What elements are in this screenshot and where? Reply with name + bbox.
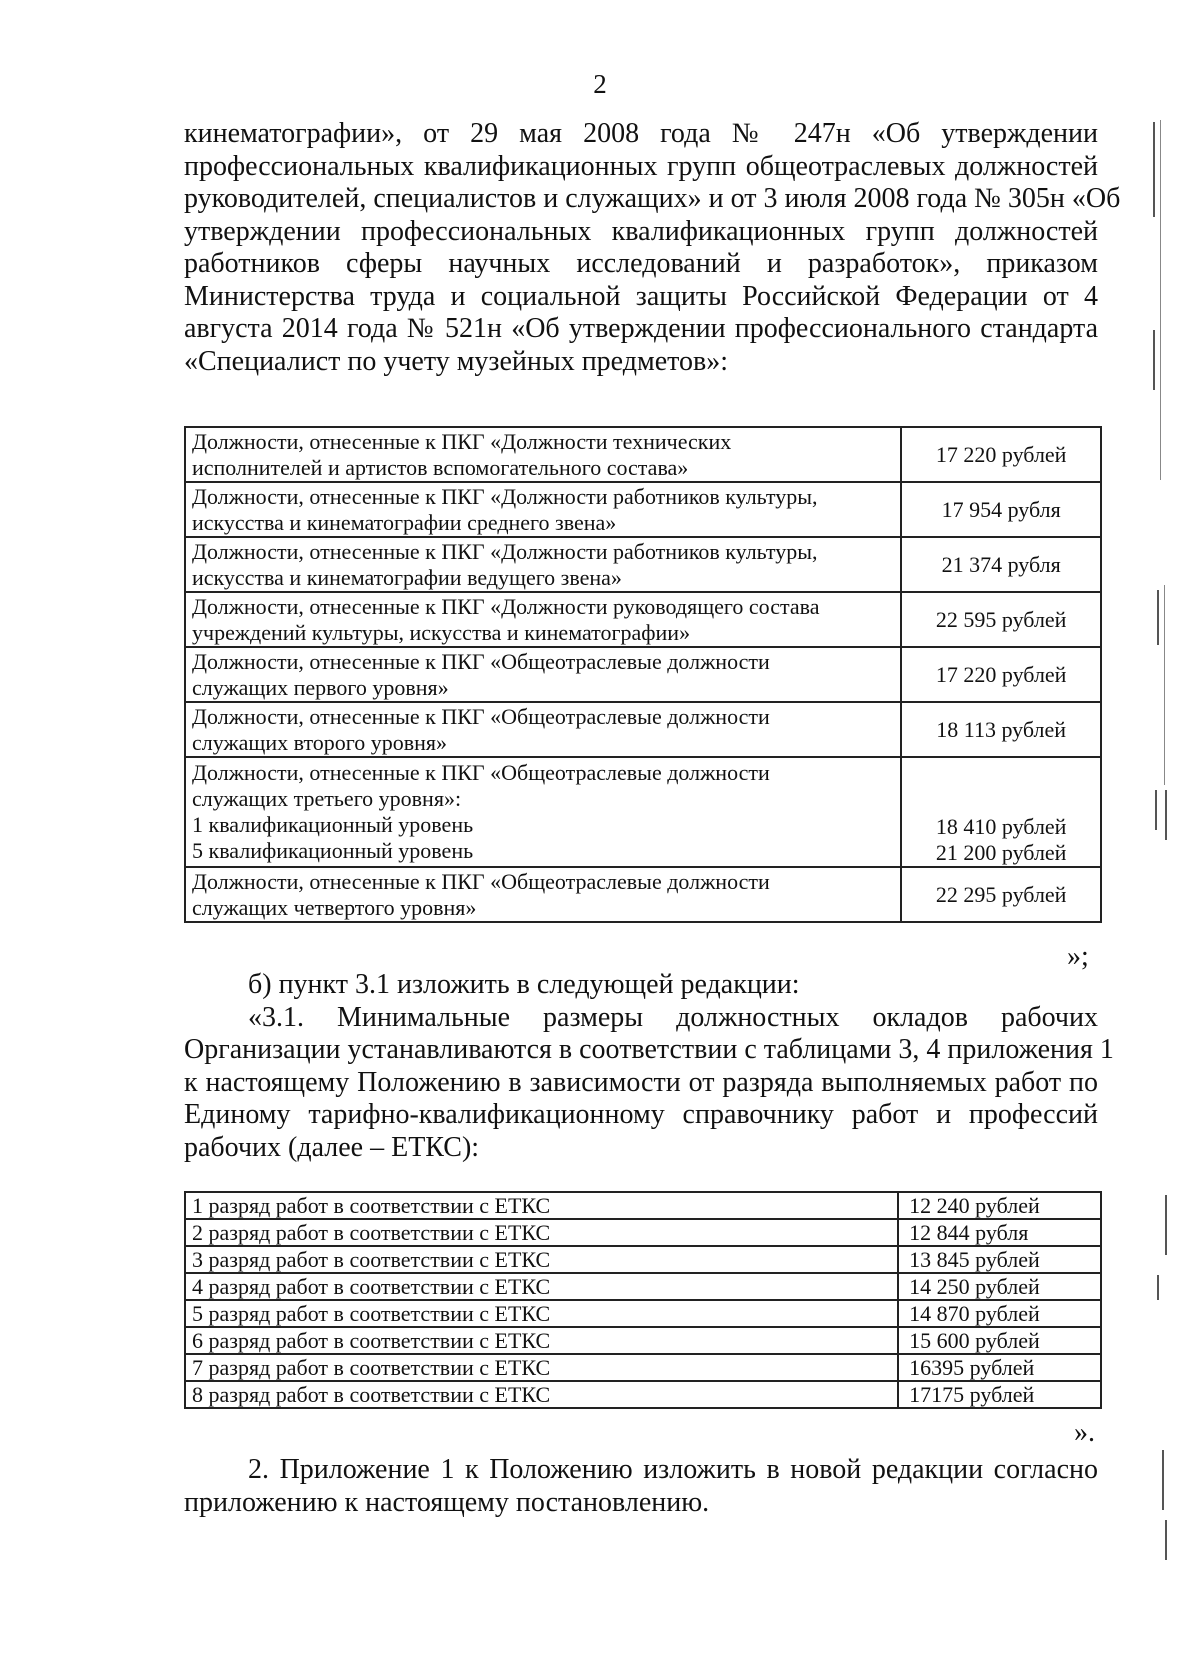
- qualification-level-label: 5 квалификационный уровень: [192, 838, 474, 863]
- salary-cell: 17 954 рубля: [901, 482, 1101, 537]
- position-cell: [185, 702, 901, 757]
- section-b-line: Организации устанавливаются в соответствии с таблицами 3, 4 приложения 1: [184, 1034, 1114, 1065]
- workers-grade-table: [184, 1191, 1102, 1409]
- position-text: искусства и кинематографии ведущего звена»: [192, 564, 622, 590]
- scan-artifact: [1165, 1195, 1167, 1255]
- salary-cell: 21 374 рубля: [901, 537, 1101, 592]
- position-text: служащих первого уровня»: [192, 674, 449, 700]
- table-row: [185, 867, 1101, 922]
- table-row: [185, 1192, 1101, 1219]
- salary-cell: 15 600 рублей: [898, 1327, 1101, 1354]
- position-cell: [185, 537, 901, 592]
- scan-artifact: [1157, 590, 1159, 645]
- salary-cell: [901, 757, 1101, 867]
- intro-line: утверждении профессиональных квалификационных групп должностей: [184, 215, 1098, 247]
- scan-artifact: [1165, 1520, 1167, 1560]
- position-cell: [185, 427, 901, 482]
- position-text: Должности, отнесенные к ПКГ «Общеотраслевые должности: [192, 760, 770, 785]
- salary-cell: 22 595 рублей: [901, 592, 1101, 647]
- position-text: учреждений культуры, искусства и кинематографии»: [192, 619, 691, 645]
- table-row: [185, 427, 1101, 482]
- salary-cell: 14 250 рублей: [898, 1273, 1101, 1300]
- table-row: [185, 1327, 1101, 1354]
- intro-line: профессиональных квалификационных групп общеотраслевых должностей: [184, 150, 1098, 182]
- table-row: [185, 1246, 1101, 1273]
- position-text: Должности, отнесенные к ПКГ «Общеотраслевые должности: [192, 703, 770, 729]
- grade-cell: 6 разряд работ в соответствии с ЕТКС: [185, 1327, 898, 1354]
- table-row: [185, 537, 1101, 592]
- grade-cell: 2 разряд работ в соответствии с ЕТКС: [185, 1219, 898, 1246]
- closing-quote: »;: [1067, 941, 1089, 972]
- position-text: служащих третьего уровня»:: [192, 786, 462, 811]
- scan-artifact: [1165, 790, 1167, 840]
- position-text: исполнителей и артистов вспомогательного состава»: [192, 454, 689, 480]
- scan-artifact: [1162, 1450, 1164, 1510]
- scan-artifact: [1153, 330, 1155, 390]
- intro-line: работников сферы научных исследований и разработок», приказом: [184, 248, 1098, 279]
- grade-cell: 8 разряд работ в соответствии с ЕТКС: [185, 1381, 898, 1408]
- section-b-line: «3.1. Минимальные размеры должностных окладов рабочих: [248, 1001, 1098, 1033]
- section-2-line: приложению к настоящему постановлению.: [184, 1486, 710, 1518]
- position-text: служащих второго уровня»: [192, 729, 448, 755]
- salary-cell: 12 240 рублей: [898, 1192, 1101, 1219]
- position-cell: [185, 647, 901, 702]
- table-row: [185, 592, 1101, 647]
- qualification-level-label: 1 квалификационный уровень: [192, 812, 474, 837]
- salary-cell: 17 220 рублей: [901, 647, 1101, 702]
- scan-artifact: [1157, 1275, 1159, 1300]
- position-text: Должности, отнесенные к ПКГ «Должности технических: [192, 428, 732, 454]
- position-cell: [185, 757, 901, 867]
- table-row: [185, 1273, 1101, 1300]
- position-text: искусства и кинематографии среднего звена»: [192, 509, 617, 535]
- salary-value: 18 410 рублей: [935, 814, 1067, 839]
- salary-cell: 13 845 рублей: [898, 1246, 1101, 1273]
- intro-line: «Специалист по учету музейных предметов»:: [184, 345, 729, 377]
- position-cell: [185, 592, 901, 647]
- table-row: [185, 1354, 1101, 1381]
- grade-cell: 3 разряд работ в соответствии с ЕТКС: [185, 1246, 898, 1273]
- table-row: [185, 482, 1101, 537]
- grade-cell: 4 разряд работ в соответствии с ЕТКС: [185, 1273, 898, 1300]
- intro-line: руководителей, специалистов и служащих» и от 3 июля 2008 года № 305н «Об: [184, 183, 1121, 214]
- salary-cell: 18 113 рублей: [901, 702, 1101, 757]
- intro-line: Министерства труда и социальной защиты Российской Федерации от 4: [184, 280, 1098, 312]
- position-text: служащих четвертого уровня»: [192, 894, 477, 920]
- scan-artifact: [1160, 120, 1161, 480]
- position-text: Должности, отнесенные к ПКГ «Должности работников культуры,: [192, 483, 818, 509]
- salary-cell: 16395 рублей: [898, 1354, 1101, 1381]
- table-row: [185, 647, 1101, 702]
- grade-cell: 5 разряд работ в соответствии с ЕТКС: [185, 1300, 898, 1327]
- position-cell: [185, 482, 901, 537]
- section-b-heading: б) пункт 3.1 изложить в следующей редакции:: [248, 969, 800, 1000]
- closing-quote: ».: [1074, 1417, 1095, 1448]
- section-b-paragraph: [184, 969, 1114, 1164]
- section-2-paragraph: [184, 1454, 1098, 1519]
- salary-cell: 14 870 рублей: [898, 1300, 1101, 1327]
- grade-cell: 7 разряд работ в соответствии с ЕТКС: [185, 1354, 898, 1381]
- position-text: Должности, отнесенные к ПКГ «Должности руководящего состава: [192, 593, 820, 619]
- table-row: [185, 1300, 1101, 1327]
- salary-cell: 12 844 рубля: [898, 1219, 1101, 1246]
- position-cell: [185, 867, 901, 922]
- position-text: Должности, отнесенные к ПКГ «Общеотраслевые должности: [192, 868, 770, 894]
- scan-artifact: [1153, 122, 1155, 217]
- position-text: Должности, отнесенные к ПКГ «Общеотраслевые должности: [192, 648, 770, 674]
- section-b-line: Единому тарифно-квалификационному справочнику работ и профессий: [184, 1099, 1098, 1130]
- section-2-line: 2. Приложение 1 к Положению изложить в новой редакции согласно: [248, 1454, 1098, 1485]
- salary-cell: 22 295 рублей: [901, 867, 1101, 922]
- page-number: 2: [593, 69, 607, 99]
- section-b-line: к настоящему Положению в зависимости от разряда выполняемых работ по: [184, 1066, 1098, 1098]
- intro-paragraph: [184, 118, 1121, 378]
- positions-salary-table: [184, 426, 1102, 923]
- position-text: Должности, отнесенные к ПКГ «Должности работников культуры,: [192, 538, 818, 564]
- salary-cell: 17175 рублей: [898, 1381, 1101, 1408]
- grade-cell: 1 разряд работ в соответствии с ЕТКС: [185, 1192, 898, 1219]
- table-row: [185, 702, 1101, 757]
- salary-value: 21 200 рублей: [935, 840, 1067, 865]
- table-row: [185, 1219, 1101, 1246]
- section-b-line: рабочих (далее – ЕТКС):: [184, 1131, 480, 1163]
- scan-artifact: [1164, 585, 1165, 785]
- scan-artifact: [1155, 790, 1157, 830]
- intro-line: августа 2014 года № 521н «Об утверждении профессионального стандарта: [184, 313, 1098, 344]
- table-row: [185, 757, 1101, 867]
- table-row: [185, 1381, 1101, 1408]
- salary-cell: 17 220 рублей: [901, 427, 1101, 482]
- intro-line: кинематографии», от 29 мая 2008 года № 247н «Об утверждении: [184, 118, 1098, 149]
